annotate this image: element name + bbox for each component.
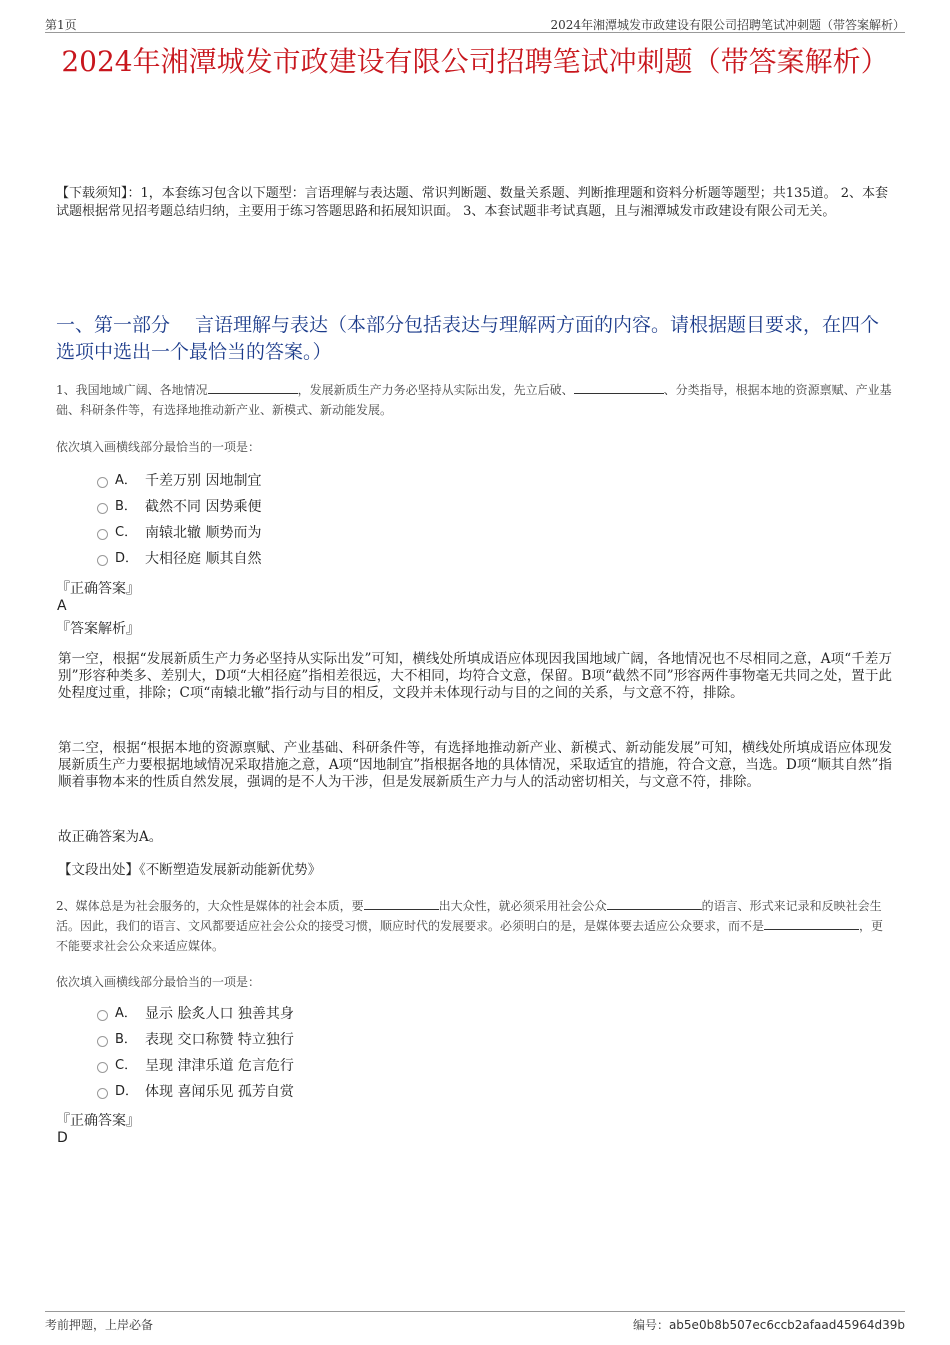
blank <box>607 897 702 910</box>
blank <box>574 381 664 394</box>
page-header <box>45 14 905 33</box>
question-2-text: 2、媒体总是为社会服务的，大众性是媒体的社会本质，要 出大众性，就必须采用社会公众 的语言、形式来记录和反映社会生活。因此，我们的语言、文风都要适应社会公众的接受习惯，顺应时代的发展要求。必须明白的是，是媒体要去适应公众要求，而不是 ，更不能要求社会公众来适应媒体。 <box>56 899 884 953</box>
radio-button[interactable] <box>97 503 108 514</box>
blank <box>208 381 298 394</box>
section-heading: 一、第一部分 言语理解与表达（本部分包括表达与理解两方面的内容。请根据题目要求，在四个选项中选出一个最恰当的答案。） <box>56 314 880 363</box>
question-1-text: 1、我国地域广阔、各地情况 ，发展新质生产力务必坚持从实际出发，先立后破、 、分类指导，根据本地的资源禀赋、产业基础、科研条件等，有选择地推动新产业、新模式、新动能发展。 <box>56 383 892 417</box>
download-notice: 【下载须知】：1，本套练习包含以下题型：言语理解与表达题、常识判断题、数量关系题、判断推理题和资料分析题等题型；共135道。 2、本套试题根据常见招考题总结归纳，主要用于练习答题思路和拓展知识面。 3、本套试题非考试真题，且与湘潭城发市政建设有限公司无关。 <box>56 186 888 219</box>
answer-value: A <box>57 598 67 614</box>
analysis-paragraph-1: 第一空，根据“发展新质生产力务必坚持从实际出发”可知，横线处所填成语应体现因我国地域广阔，各地情况也不尽相同之意，A项“千差万别”形容种类多、差别大，D项“大相径庭”指相差很远，大不相同，均符合文意，保留。B项“截然不同”形容两件事物毫无共同之处，置于此处程度过重，排除；C项“南辕北辙”指行动与目的相反，文段并未体现行动与目的之间的关系，与文意不符，排除。 <box>58 651 892 701</box>
blank <box>364 897 439 910</box>
radio-button[interactable] <box>97 1062 108 1073</box>
answer-value: D <box>57 1130 68 1146</box>
radio-button[interactable] <box>97 477 108 488</box>
analysis-conclusion: 故正确答案为A。 <box>58 829 163 845</box>
header-doc-title: 2024年湘潭城发市政建设有限公司招聘笔试冲刺题（带答案解析） <box>550 18 905 32</box>
radio-button[interactable] <box>97 1036 108 1047</box>
question-1-prompt: 依次填入画横线部分最恰当的一项是： <box>56 440 261 454</box>
page-number: 第1页 <box>45 18 77 32</box>
radio-button[interactable] <box>97 1088 108 1099</box>
text-source: 【文段出处】《不断塑造发展新动能新优势》 <box>58 862 322 878</box>
answer-label: 『正确答案』 <box>56 1113 140 1129</box>
radio-button[interactable] <box>97 555 108 566</box>
radio-button[interactable] <box>97 1010 108 1021</box>
document-code: 编号：ab5e0b8b507ec6ccb2afaad45964d39b <box>632 1318 905 1332</box>
blank <box>764 917 859 930</box>
page-title: 2024年湘潭城发市政建设有限公司招聘笔试冲刺题（带答案解析） <box>61 45 889 78</box>
answer-label: 『正确答案』 <box>56 581 140 597</box>
footer-slogan: 考前押题，上岸必备 <box>45 1318 154 1332</box>
question-2-prompt: 依次填入画横线部分最恰当的一项是： <box>56 975 261 989</box>
page-footer <box>45 1311 905 1336</box>
radio-button[interactable] <box>97 529 108 540</box>
analysis-label: 『答案解析』 <box>56 621 140 637</box>
analysis-paragraph-2: 第二空，根据“根据本地的资源禀赋、产业基础、科研条件等，有选择地推动新产业、新模式、新动能发展”可知，横线处所填成语应体现发展新质生产力要根据地域情况采取措施之意，A项“因地制宜”指根据各地的具体情况，采取适宜的措施，符合文意，当选。D项“顺其自然”指顺着事物本来的性质自然发展，强调的是不人为干涉，但是发展新质生产力与人的活动密切相关，与文意不符，排除。 <box>58 740 892 790</box>
